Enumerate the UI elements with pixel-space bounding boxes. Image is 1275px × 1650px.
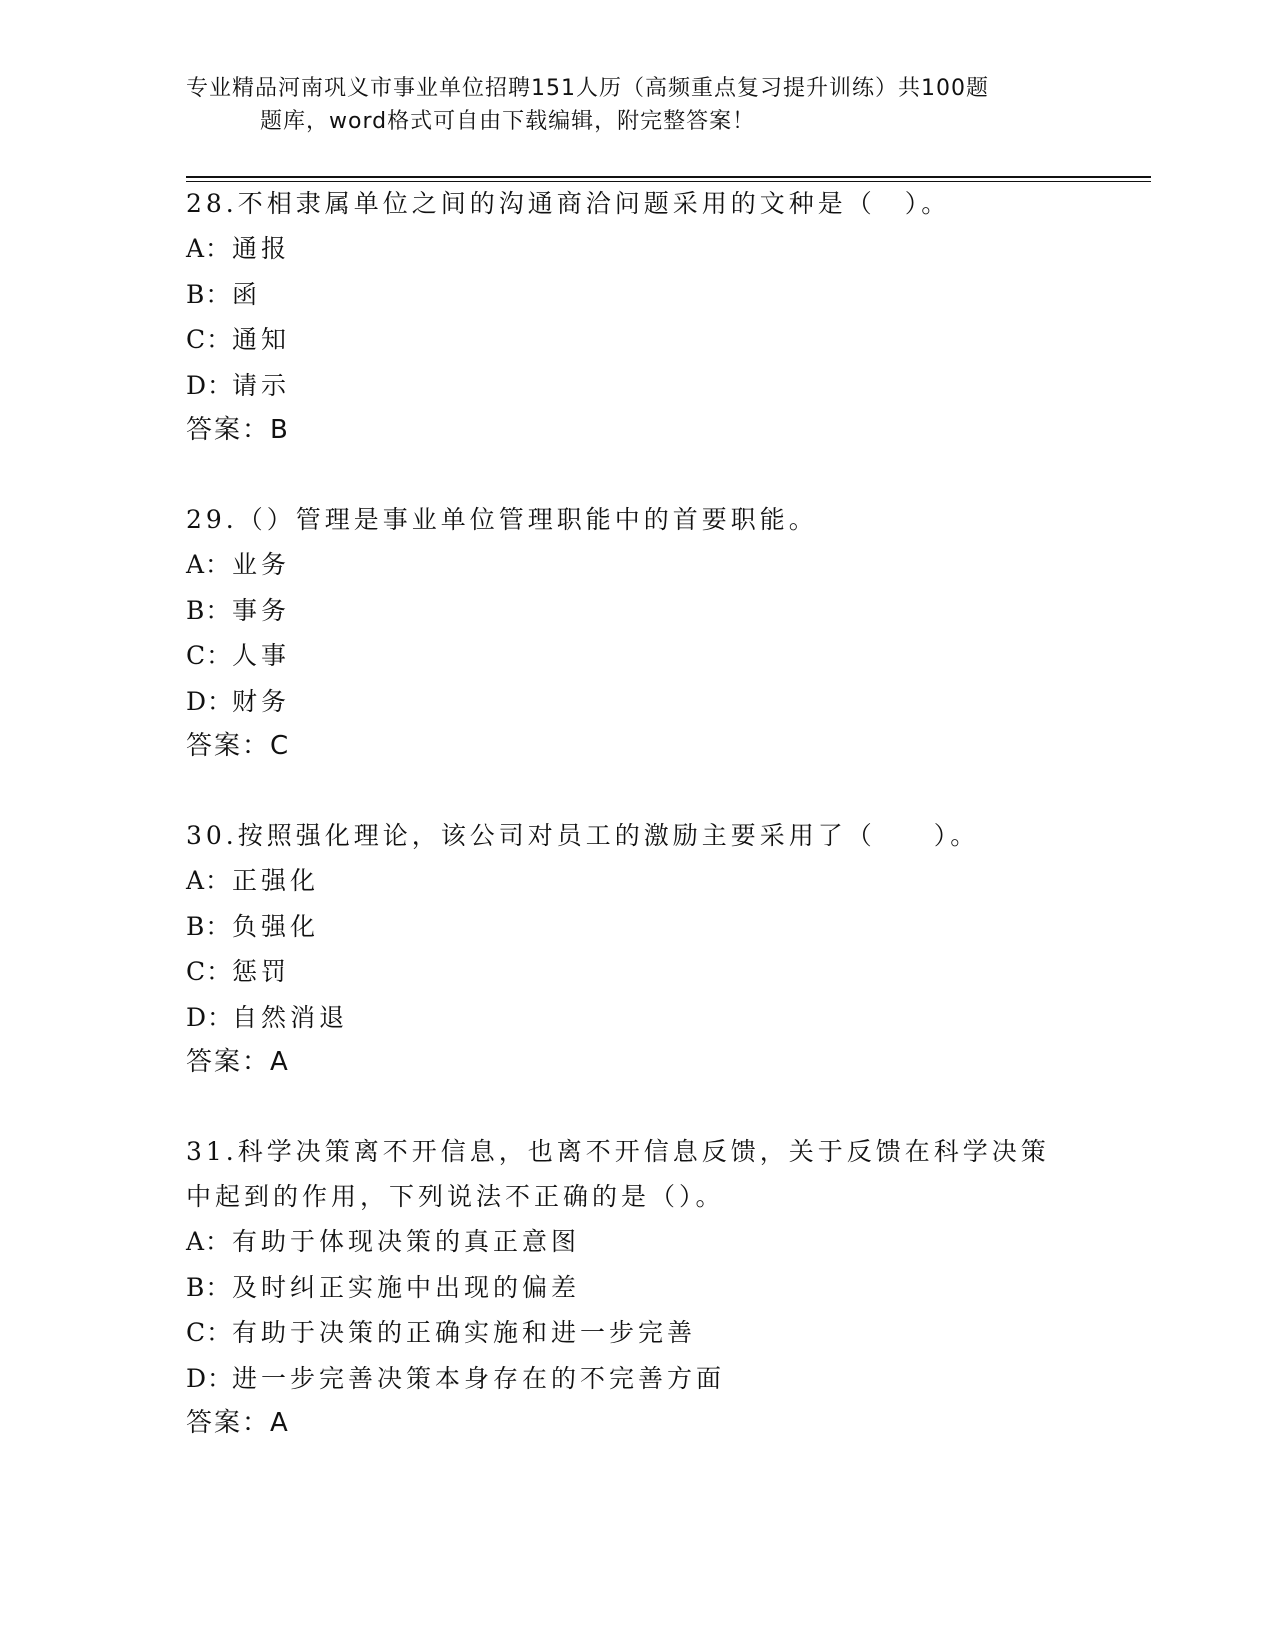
option-text: 函 [232,279,262,309]
option-key: B： [186,911,232,941]
option-text: 通报 [232,234,291,263]
option-a [186,858,1086,904]
option-key: A： [186,550,232,579]
option-text: 负强化 [232,911,320,941]
option-c [186,949,1086,995]
question-29 [186,497,1086,769]
option-text: 人事 [232,641,291,670]
option-a [186,226,1086,272]
question-stem: 29.（）管理是事业单位管理职能中的首要职能。 [186,505,818,534]
option-key: C： [186,641,233,670]
question-stem: 28.不相隶属单位之间的沟通商洽问题采用的文种是（ ）。 [186,189,951,218]
option-text: 财务 [232,686,291,716]
option-key: B： [186,1272,232,1302]
option-text: 惩罚 [232,957,291,986]
answer-line: 答案：A [186,1047,290,1077]
option-key: B： [186,595,232,625]
option-text: 有助于体现决策的真正意图 [232,1227,581,1256]
option-d [186,679,1086,725]
option-key: D： [186,1363,234,1393]
option-b [186,588,1086,634]
page-header [186,72,1066,138]
answer-line: 答案：A [186,1408,290,1438]
question-stem: 31.科学决策离不开信息，也离不开信息反馈，关于反馈在科学决策中起到的作用，下列说法不正确的是（）。 [186,1137,1050,1211]
answer-line: 答案：B [186,415,290,445]
option-d [186,1356,1066,1402]
option-text: 正强化 [232,866,320,895]
question-31 [186,1129,1066,1446]
option-b [186,272,1086,318]
option-text: 事务 [232,595,291,625]
option-text: 自然消退 [232,1002,349,1032]
option-key: D： [186,686,234,716]
option-a [186,542,1086,588]
option-key: D： [186,370,234,400]
option-key: C： [186,325,233,354]
option-b [186,904,1086,950]
option-key: A： [186,234,232,263]
option-key: C： [186,957,233,986]
option-d [186,363,1086,409]
option-a [186,1219,1066,1265]
option-key: A： [186,1227,232,1256]
option-key: A： [186,866,232,895]
option-text: 有助于决策的正确实施和进一步完善 [232,1318,697,1347]
option-c [186,317,1086,363]
option-text: 进一步完善决策本身存在的不完善方面 [232,1363,726,1393]
option-key: B： [186,279,232,309]
option-c [186,1310,1066,1356]
document-title-line-1: 专业精品河南巩义市事业单位招聘151人历（高频重点复习提升训练）共100题 [186,76,989,101]
option-text: 通知 [232,325,291,354]
question-28 [186,181,1086,453]
option-text: 请示 [232,370,291,400]
document-title-line-2: 题库，word格式可自由下载编辑，附完整答案！ [260,109,756,134]
option-text: 业务 [232,550,291,579]
question-30 [186,813,1086,1085]
option-key: C： [186,1318,233,1347]
question-stem: 30.按照强化理论，该公司对员工的激励主要采用了（ ）。 [186,821,980,850]
option-b [186,1265,1066,1311]
option-text: 及时纠正实施中出现的偏差 [232,1272,581,1302]
option-c [186,633,1086,679]
option-d [186,995,1086,1041]
option-key: D： [186,1002,234,1032]
answer-line: 答案：C [186,731,291,761]
